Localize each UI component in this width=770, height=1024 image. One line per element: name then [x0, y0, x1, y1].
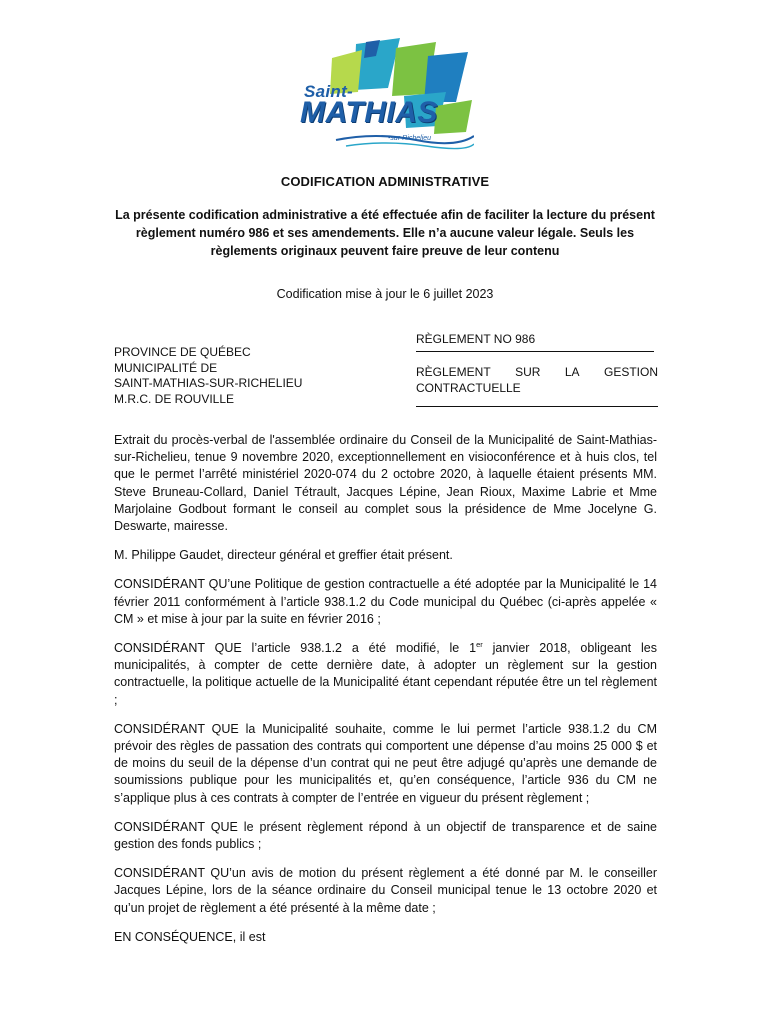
- regulation-title-word: LA: [564, 365, 580, 379]
- regulation-number: RÈGLEMENT NO 986: [416, 332, 536, 346]
- update-note: Codification mise à jour le 6 juillet 2023: [276, 287, 494, 301]
- regulation-title-word: SUR: [515, 365, 541, 379]
- regulation-title-word: GESTION: [603, 365, 658, 379]
- regulation-block: [416, 331, 658, 407]
- divider-line: [416, 406, 658, 407]
- paragraph: CONSIDÉRANT QUE la Municipalité souhaite, comme le lui permet l’article 938.1.2 du CM prévoir des règles de passation des contrats qui comportent une dépense d’au moins 25 000 $ et de moins du seuil de la dépense d’un contrat qui ne peut être adjugé qu’après une demande de soumissions publique pour les municipalités et, qu’en conséquence, l’article 936 du CM ne s’applique plus à ces contrats à compter de l’entrée en vigueur du présent règlement ;: [114, 721, 657, 805]
- logo-text-sub: -sur-Richelieu: [388, 135, 432, 142]
- regulation-title-line1: [416, 364, 658, 380]
- province-line: SAINT-MATHIAS-SUR-RICHELIEU: [114, 376, 303, 390]
- logo-text-mathias: MATHIAS: [300, 96, 438, 129]
- logo-text-saint: Saint-: [304, 82, 354, 101]
- paragraph: M. Philippe Gaudet, directeur général et greffier était présent.: [114, 548, 453, 563]
- body-text: [114, 432, 657, 958]
- province-line: M.R.C. DE ROUVILLE: [114, 391, 235, 406]
- paragraph: CONSIDÉRANT QU’une Politique de gestion contractuelle a été adoptée par la Municipalité le 14 février 2011 conformément à l’article 938.1.2 du Code municipal du Québec (ci-après appelée « CM » et mise à jour par la suite en février 2016 ;: [114, 577, 657, 626]
- paragraph-text: CONSIDÉRANT QUE l’article 938.1.2 a été modifié, le 1: [114, 641, 477, 656]
- disclaimer-text: La présente codification administrative a été effectuée afin de faciliter la lecture du présent règlement numéro 986 et ses amendements. Elle n’a aucune valeur légale. Seuls les règlements originaux peuvent faire preuve de leur contenu: [115, 208, 655, 258]
- paragraph: [114, 640, 657, 709]
- municipality-logo: [296, 36, 474, 156]
- province-line: MUNICIPALITÉ DE: [114, 360, 218, 375]
- province-block: [114, 345, 302, 407]
- paragraph: CONSIDÉRANT QU’un avis de motion du présent règlement a été donné par M. le conseiller Jacques Lépine, lors de la séance ordinaire du Conseil municipal tenue le 13 octobre 2020 et qu’un projet de règlement a été présenté à la même date ;: [114, 866, 657, 915]
- wave-shape: [346, 143, 474, 149]
- divider-line: [416, 351, 654, 352]
- document-title: CODIFICATION ADMINISTRATIVE: [280, 174, 490, 189]
- regulation-title: [416, 364, 658, 396]
- paragraph: Extrait du procès-verbal de l'assemblée ordinaire du Conseil de la Municipalité de Saint-Mathias-sur-Richelieu, tenue 9 novembre 2020, exceptionnellement en visioconférence et à huis clos, tel que le permet l’arrêté ministériel 2020-074 du 2 octobre 2020, à laquelle étaient présents MM. Steve Bruneau-Collard, Daniel Tétrault, Jacques Lépine, Jean Rioux, Maxime Labrie et Mme Marjolaine Godbout formant le conseil au complet sous la présidence de Mme Jocelyne G. Deswarte, mairesse.: [114, 433, 657, 534]
- paragraph-text: janvier 2018, obligeant les municipalités, à compter de cette dernière date, à adopter un règlement sur la gestion contractuelle, la politique actuelle de la Municipalité étant cependant réputée être un tel règlement ;: [114, 641, 657, 707]
- paragraph: EN CONSÉQUENCE, il est: [114, 929, 266, 944]
- superscript: er: [476, 640, 483, 650]
- province-line: PROVINCE DE QUÉBEC: [114, 345, 251, 359]
- paragraph: CONSIDÉRANT QUE le présent règlement répond à un objectif de transparence et de saine gestion des fonds publics ;: [114, 819, 657, 852]
- regulation-title-line2: CONTRACTUELLE: [416, 381, 521, 395]
- regulation-title-word: RÈGLEMENT: [416, 365, 491, 379]
